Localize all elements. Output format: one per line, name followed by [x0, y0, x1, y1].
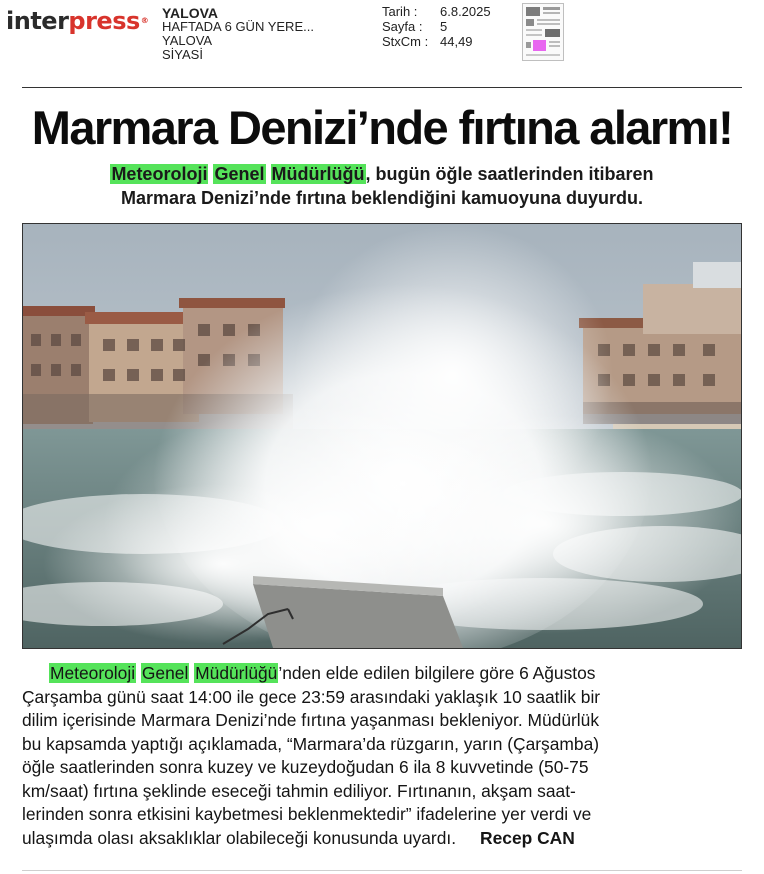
body-line-1-rest: ’nden elde edilen bilgilere göre 6 Ağustos [278, 663, 596, 683]
category-label: SİYASİ [162, 47, 203, 62]
bottom-divider [22, 870, 742, 871]
article-spot [22, 162, 742, 210]
article-paragraph [22, 662, 742, 850]
body-line-4: bu kapsamda yaptığı açıklamada, “Marmara’da rüzgarın, yarın (Çarşamba) [22, 733, 600, 754]
storm-waves-image [23, 224, 741, 648]
spot-line-1-rest: , bugün öğle saatlerinden itibaren [365, 164, 654, 184]
registered-mark: ® [140, 16, 149, 25]
city-label: YALOVA [162, 5, 219, 21]
spot-highlight-genel: Genel [214, 164, 265, 184]
body-line-2: Çarşamba günü saat 14:00 ile gece 23:59 arasındaki yaklaşık 10 saatlik bir [22, 686, 601, 707]
article-body [22, 662, 742, 850]
body-line-8 [22, 827, 742, 851]
body-line-1 [22, 662, 742, 686]
stxcm-value: 44,49 [440, 34, 473, 49]
spot-line-2: Marmara Denizi’nde fırtına beklendiğini kamuoyuna duyurdu. [120, 188, 644, 208]
stxcm-row [382, 34, 491, 49]
article-headline: Marmara Denizi’nde fırtına alarmı! [31, 101, 733, 154]
spot-highlight-mudurlugu: Müdürlüğü [271, 164, 365, 184]
clipping-meta [382, 4, 491, 49]
body-line-5: öğle saatlerinden sonra kuzey ve kuzeydoğudan 6 ila 8 kuvvetinde (50-75 [22, 757, 589, 777]
clipping-header [0, 0, 764, 70]
body-highlight-genel: Genel [141, 663, 189, 683]
body-line-7: lerinden sonra etkisini kaybetmesi beklenmektedir” ifadelerine yer verdi ve [22, 804, 592, 824]
spot-highlight-meteoroloji: Meteoroloji [111, 164, 208, 184]
spot-line-1 [22, 162, 742, 186]
date-label: Tarih : [382, 4, 418, 19]
date-row [382, 4, 491, 19]
page-thumbnail[interactable] [522, 3, 564, 61]
body-highlight-mudurlugu: Müdürlüğü [195, 663, 278, 683]
page-value: 5 [440, 19, 448, 34]
interpress-logo [6, 4, 148, 38]
page-label: Sayfa : [382, 19, 423, 34]
publication-name: HAFTADA 6 GÜN YERE... [162, 19, 314, 34]
page-row [382, 19, 491, 34]
logo-text-press: press [68, 7, 140, 35]
top-divider [22, 87, 742, 88]
author-name: Recep CAN [480, 827, 575, 848]
body-line-8-text: ulaşımda olası aksaklıklar olabileceği konusunda uyardı. [22, 827, 457, 848]
date-value: 6.8.2025 [440, 4, 491, 19]
storm-photo [22, 223, 742, 649]
body-line-3: dilim içerisinde Marmara Denizi’nde fırtına yaşanması bekleniyor. Müdürlük [22, 710, 600, 730]
logo-text-inter: inter [6, 7, 69, 35]
body-line-6: km/saat) fırtına şeklinde eseceği tahmin ediliyor. Fırtınanın, akşam saat- [22, 780, 576, 801]
publication-info [162, 6, 314, 62]
body-highlight-meteoroloji: Meteoroloji [50, 663, 136, 683]
region-label: YALOVA [162, 33, 213, 48]
stxcm-label: StxCm : [382, 34, 429, 49]
